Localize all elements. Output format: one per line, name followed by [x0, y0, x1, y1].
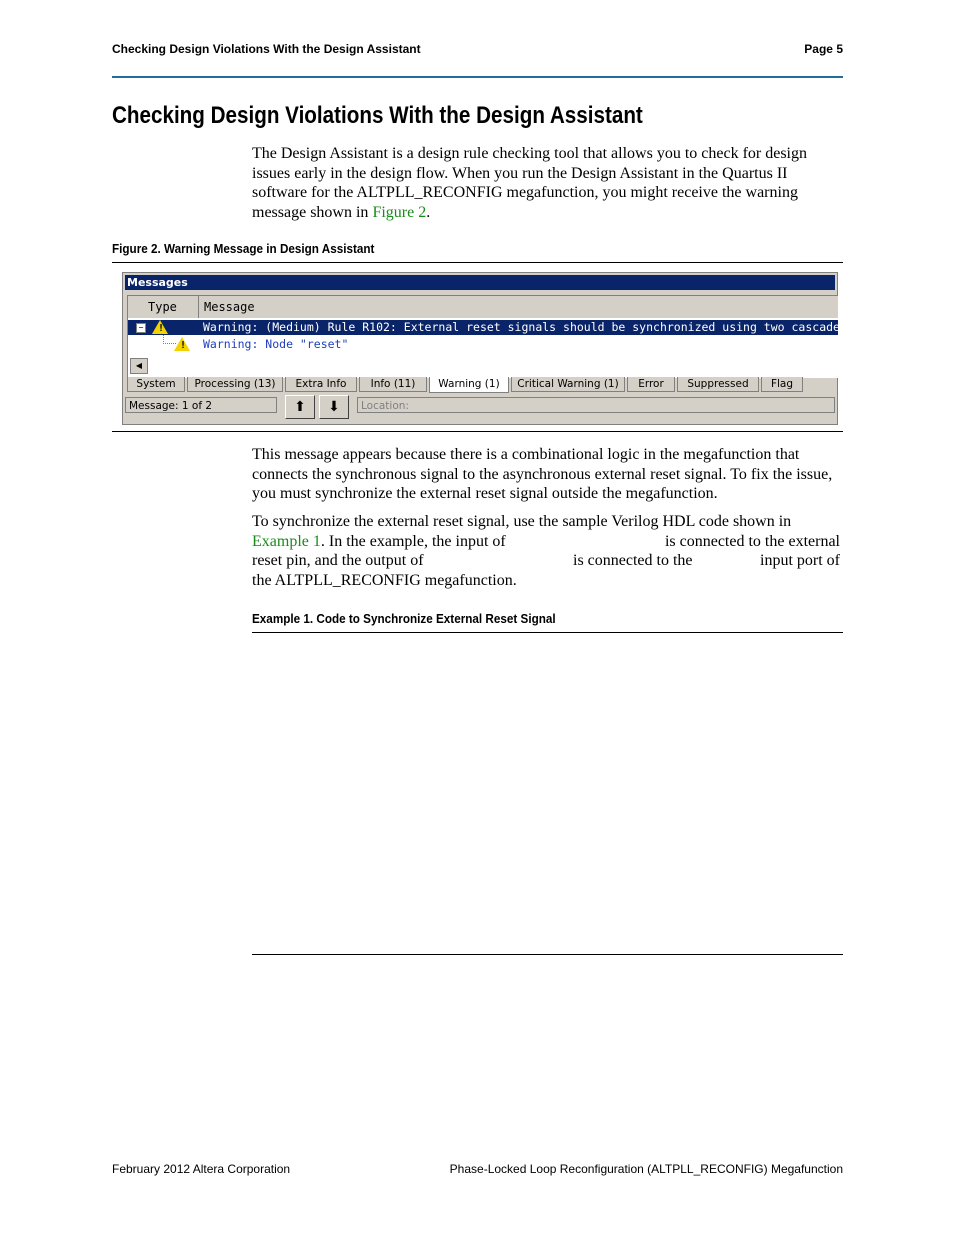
sync-text-c-1: is connected to the external [664, 533, 840, 550]
up-arrow-icon[interactable]: ⬆ [285, 395, 315, 419]
section-title: Checking Design Violations With the Design Assistant [112, 102, 643, 129]
running-header-title: Checking Design Violations With the Design Assistant [112, 42, 421, 56]
column-divider[interactable] [198, 296, 199, 318]
sync-text-c-2: reset pin, and the output of [252, 552, 424, 569]
sync-text-e-1: input port of [760, 552, 840, 569]
tab-system[interactable]: System [127, 377, 185, 392]
location-field[interactable]: Location: [357, 397, 835, 413]
tab-critical-warning[interactable]: Critical Warning (1) [511, 377, 625, 392]
column-type[interactable]: Type [148, 300, 177, 314]
intro-paragraph [252, 144, 840, 222]
message-row[interactable]: − ! Warning: (Medium) Rule R102: External reset signals should be synchronized using two cascaded registers [128, 320, 838, 335]
figure-caption: Figure 2. Warning Message in Design Assistant [112, 241, 375, 256]
header-rule [112, 76, 843, 78]
message-text: Warning: (Medium) Rule R102: External reset signals should be synchronized using two cascaded registers [203, 320, 917, 334]
tab-info[interactable]: Info (11) [359, 377, 427, 392]
message-tabs [125, 377, 837, 393]
tab-suppressed[interactable]: Suppressed [677, 377, 759, 392]
running-header [112, 42, 843, 56]
collapse-icon[interactable]: − [136, 323, 146, 333]
column-message[interactable]: Message [204, 300, 255, 314]
example-top-rule [252, 632, 843, 633]
example-1-link[interactable]: Example 1 [252, 532, 321, 550]
messages-list [127, 295, 917, 378]
example-caption: Example 1. Code to Synchronize External Reset Signal [252, 611, 556, 626]
footer-left: February 2012 Altera Corporation [112, 1162, 291, 1176]
message-text: Warning: Node "reset" [203, 337, 349, 351]
explanation-paragraph: This message appears because there is a combinational logic in the megafunction that connects the synchronous signal to the asynchronous external reset signal. To fix the issue, you must synchronize the external reset signal outside the megafunction. [252, 446, 833, 502]
intro-end: . [426, 203, 431, 221]
sync-text-a: To synchronize the external reset signal, use the sample Verilog HDL code shown in [252, 513, 792, 530]
status-bar [123, 395, 837, 421]
message-count: Message: 1 of 2 [125, 397, 277, 413]
figure-top-rule [112, 262, 843, 263]
scroll-left-icon[interactable]: ◀ [130, 358, 148, 374]
footer-right: Phase-Locked Loop Reconfiguration (ALTPLL_RECONFIG) Megafunction [449, 1162, 843, 1176]
page-number: Page 5 [804, 42, 843, 56]
tab-extra-info[interactable]: Extra Info [285, 377, 357, 392]
messages-title-bar: Messages [125, 275, 835, 290]
sync-text-d: is connected to the [573, 552, 693, 569]
intro-text: The Design Assistant is a design rule checking tool that allows you to check for design issues early in the design flow. When you run the Design Assistant in the Quartus II software for the ALTPLL_RECONFIG megafunction, you might receive the warning message shown in [252, 145, 807, 221]
tab-error[interactable]: Error [627, 377, 675, 392]
tab-processing[interactable]: Processing (13) [187, 377, 283, 392]
figure-2-link[interactable]: Figure 2 [372, 203, 427, 221]
tab-flag[interactable]: Flag [761, 377, 803, 392]
column-header [128, 296, 838, 318]
figure-bottom-rule [112, 431, 843, 432]
example-bottom-rule [252, 954, 843, 955]
down-arrow-icon[interactable]: ⬇ [319, 395, 349, 419]
tab-warning[interactable]: Warning (1) [429, 377, 509, 393]
message-row-child[interactable]: ! Warning: Node "reset" [128, 337, 838, 352]
messages-window [122, 272, 917, 425]
sync-text-b: . In the example, the input of [320, 532, 506, 550]
sync-text-e-2: the ALTPLL_RECONFIG megafunction. [252, 572, 517, 589]
